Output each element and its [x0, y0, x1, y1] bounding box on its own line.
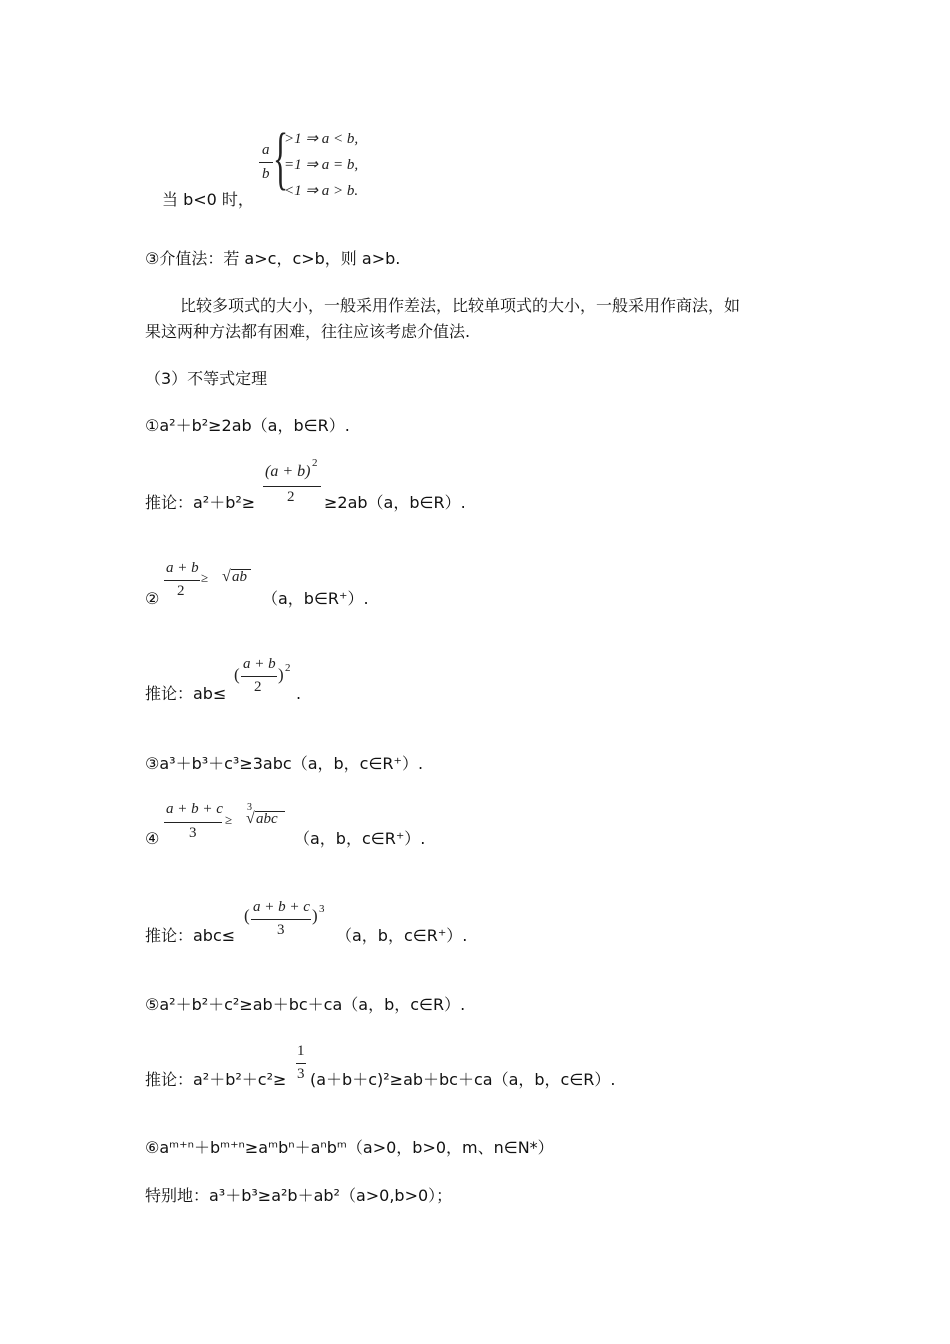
special-case: 特别地：a³＋b³≥a²b＋ab²（a>0,b>0）； — [145, 1186, 453, 1205]
theorem-4-suffix: （a，b，c∈R⁺）. — [294, 829, 426, 848]
exponent: 2 — [312, 457, 318, 469]
fraction-denominator: 3 — [277, 922, 285, 938]
corollary-2-prefix: 推论：ab≤ — [145, 684, 227, 703]
corollary-1-suffix: ≥2ab（a，b∈R）. — [324, 493, 466, 512]
exponent: 3 — [319, 903, 325, 915]
exponent: 2 — [285, 662, 291, 674]
fraction-bar — [164, 580, 200, 581]
radicand: abc — [256, 811, 278, 827]
corollary-4-prefix: 推论：abc≤ — [145, 926, 236, 945]
fraction-bar — [263, 486, 321, 487]
radical-sign: √ — [246, 810, 255, 827]
radicand: ab — [232, 569, 247, 585]
radical-sign: √ — [222, 568, 231, 585]
fraction-numerator: 1 — [297, 1043, 305, 1059]
corollary-1-prefix: 推论：a²＋b²≥ — [145, 493, 256, 512]
fraction-numerator: (a + b) — [265, 463, 311, 480]
corollary-4-suffix: （a，b，c∈R⁺）. — [336, 926, 468, 945]
intermediate-value-method: ③介值法：若 a>c，c>b，则 a>b. — [145, 249, 401, 268]
fraction-numerator: a + b — [243, 656, 276, 672]
fraction-numerator: a + b — [166, 560, 199, 576]
left-paren: ( — [234, 665, 240, 684]
theorem-1: ①a²＋b²≥2ab（a，b∈R）. — [145, 416, 350, 435]
fraction-numerator: a + b + c — [253, 899, 310, 915]
geq-sign: ≥ — [225, 812, 233, 827]
fraction-denominator: 2 — [287, 489, 295, 505]
theorem-3: ③a³＋b³＋c³≥3abc（a，b，c∈R⁺）. — [145, 754, 424, 773]
fraction-bar — [259, 162, 273, 163]
geq-sign: ≥ — [201, 570, 209, 585]
fraction-numerator: a + b + c — [166, 801, 223, 817]
corollary-5-prefix: 推论：a²＋b²＋c²≥ — [145, 1070, 287, 1089]
fraction-denominator: 3 — [297, 1066, 305, 1082]
theorem-5: ⑤a²＋b²＋c²≥ab＋bc＋ca（a，b，c∈R）. — [145, 995, 466, 1014]
case-2: =1 ⇒ a = b, — [284, 157, 359, 173]
theorem-2-suffix: （a，b∈R⁺）. — [262, 589, 369, 608]
left-paren: ( — [244, 906, 250, 925]
fraction-denominator: 2 — [254, 679, 262, 695]
frac-numerator: a — [262, 142, 270, 158]
corollary-5-suffix: (a＋b＋c)²≥ab＋bc＋ca（a，b，c∈R）. — [310, 1070, 616, 1089]
case-1: >1 ⇒ a < b, — [284, 131, 359, 147]
section-heading: （3）不等式定理 — [145, 369, 268, 388]
case-condition: 当 b<0 时， — [162, 190, 254, 209]
theorem-6: ⑥aᵐ⁺ⁿ＋bᵐ⁺ⁿ≥aᵐbⁿ＋aⁿbᵐ（a>0，b>0，m、n∈N*） — [145, 1138, 554, 1157]
paragraph-line-2: 果这两种方法都有困难，往往应该考虑介值法. — [145, 322, 471, 341]
fraction-bar — [296, 1063, 306, 1064]
theorem-4-number: ④ — [145, 829, 160, 848]
fraction-bar — [241, 676, 277, 677]
fraction-bar — [164, 822, 222, 823]
frac-denominator: b — [262, 166, 270, 182]
left-brace: { — [273, 120, 289, 197]
theorem-2-number: ② — [145, 589, 160, 608]
fraction-bar — [251, 919, 311, 920]
right-paren: ) — [278, 665, 284, 684]
fraction-denominator: 2 — [177, 583, 185, 599]
case-3: <1 ⇒ a > b. — [284, 183, 359, 199]
right-paren: ) — [312, 906, 318, 925]
root-index: 3 — [247, 802, 252, 813]
paragraph-line-1: 比较多项式的大小，一般采用作差法，比较单项式的大小，一般采用作商法，如 — [180, 296, 741, 315]
corollary-2-suffix: . — [296, 684, 302, 703]
fraction-denominator: 3 — [189, 825, 197, 841]
